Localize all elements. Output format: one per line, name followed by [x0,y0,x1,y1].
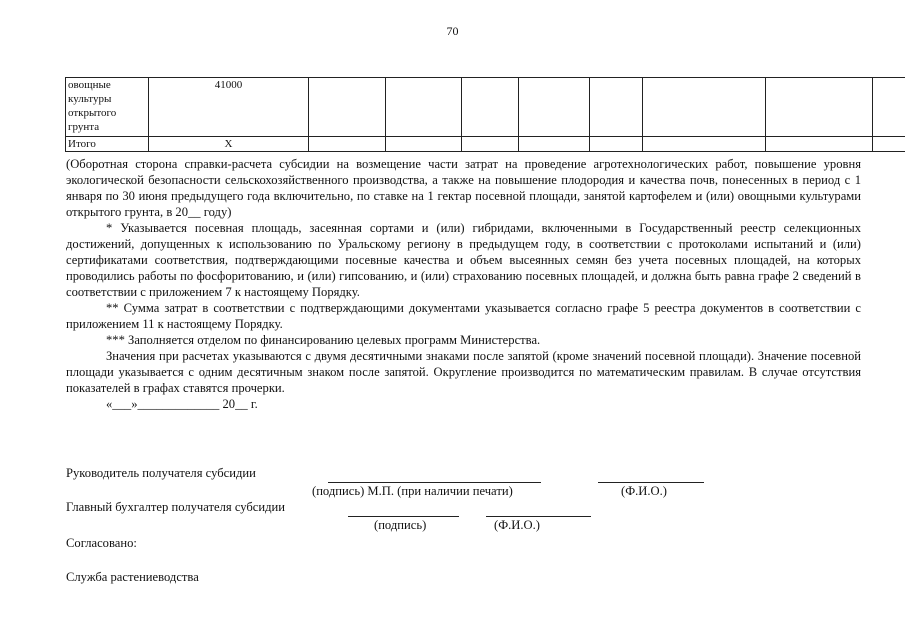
accountant-signature-caption: (подпись) [374,518,427,532]
table-cell [590,137,643,152]
table-cell [766,78,873,137]
table-row-vegetables [66,78,905,137]
accountant-name-line [486,516,591,517]
head-name-caption: (Ф.И.О.) [621,484,667,498]
table-cell [386,78,462,137]
row-label: Итого [66,137,149,152]
table-cell [643,137,766,152]
table-cell [643,78,766,137]
row-value: X [149,137,309,152]
accountant-signature-line [348,516,459,517]
table-cell [873,78,905,137]
table-row-total [66,137,905,152]
reverse-side-note: (Оборотная сторона справки-расчета субсидии на возмещение части затрат на проведение агротехнологических работ, повышение уровня экологической безопасности сельскохозяйственного производства, а также на повышение плодородия и качества почв, понесенных в период с 1 января по 30 июня предыдущего года включительно, по ставке на 1 гектар посевной площади, занятой картофелем и (или) овощными культурами открытого грунта, в 20__ году) [66,157,861,219]
agreed-label: Согласовано: [66,536,137,550]
table-cell [873,137,905,152]
table-cell [519,78,590,137]
page-number: 70 [446,24,459,38]
footnote-2: ** Сумма затрат в соответствии с подтверждающими документами указывается согласно графе 5 реестра документов в соответствии с приложением 11 к настоящему Порядку. [66,301,861,331]
accountant-label: Главный бухгалтер получателя субсидии [66,500,285,514]
table-cell [590,78,643,137]
head-signature-caption: (подпись) М.П. (при наличии печати) [312,484,513,498]
subsidy-table [65,77,905,152]
head-signature-line [328,482,541,483]
footnote-1: * Указывается посевная площадь, засеянная сортами и (или) гибридами, включенными в Государственный реестр селекционных достижений, допущенных к использованию по Уральскому региону в предыдущем году, в соответствии с протоколами испытаний и (или) сертификатами соответствия, подтверждающими посевные качества и объем высеянных семян без учета посевных площадей, на которых проводились работы по фосфоритованию, и (или) гипсованию, и (или) страхованию посевных площадей, и должна быть равна графе 2 сведений в соответствии с приложением 7 к настоящему Порядку. [66,221,861,299]
row-value: 41000 [149,78,309,137]
service-label: Служба растениеводства [66,570,199,584]
head-name-line [598,482,704,483]
table-cell [766,137,873,152]
table-cell [309,137,386,152]
table-cell [309,78,386,137]
body-text [66,156,861,412]
row-label: овощные культуры открытого грунта [66,78,149,137]
rounding-note: Значения при расчетах указываются с двумя десятичными знаками после запятой (кроме значений посевной площади). Значение посевной площади указывается с одним десятичным знаком после запятой. Округление производится по математическим правилам. В случае отсутствия показателей в графах ставятся прочерки. [66,349,861,395]
table-cell [519,137,590,152]
accountant-name-caption: (Ф.И.О.) [494,518,540,532]
table-cell [386,137,462,152]
table-cell [462,78,519,137]
date-line: «___»_____________ 20__ г. [106,397,258,411]
table-cell [462,137,519,152]
head-label: Руководитель получателя субсидии [66,466,256,480]
footnote-3: *** Заполняется отделом по финансированию целевых программ Министерства. [106,333,541,347]
